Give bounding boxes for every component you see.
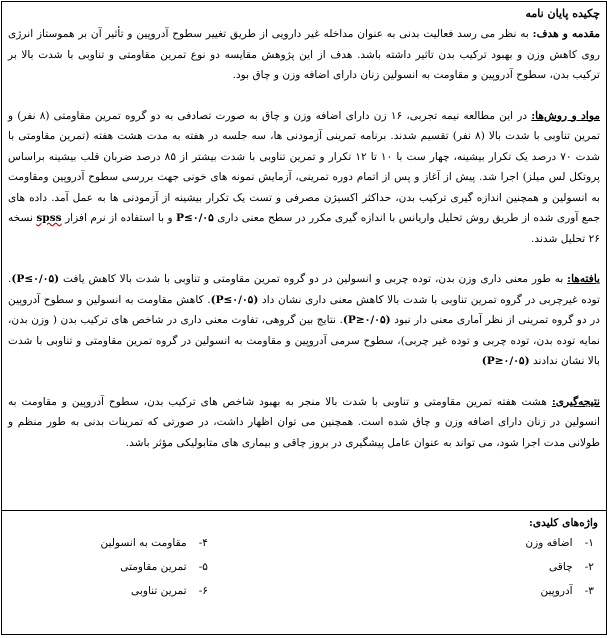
keywords-section (2, 511, 606, 635)
keyword-term: اضافه وزن (525, 537, 573, 549)
keyword-item (304, 557, 598, 579)
results-p4: (P≥۰/۰۵) (481, 355, 530, 367)
keywords-grid (10, 533, 598, 603)
methods-software: spss (36, 212, 62, 224)
keyword-term: تمرین مقاومتی (120, 561, 187, 573)
methods-text-c: نسخه ۲۶ تحلیل شدند. (8, 212, 600, 245)
results-p3: (P≥۰/۰۵) (342, 314, 391, 326)
keyword-term: مقاومت به انسولین (100, 537, 187, 549)
keyword-term: آدروپین (540, 585, 573, 597)
results-text-d: . نتایج بین گروهی، تفاوت معنی داری در شاخص های ترکیب بدن ( وزن بدن، نمایه توده بدن، توده چربی و توده غیر چربی)، سطوح سرمی آدروپین و مقاومت به انسولین در گروه تمرین مقاومتی و تناوبی با شدت بالا نشان ندادند (8, 314, 600, 367)
intro-label: مقدمه و هدف: (532, 28, 600, 40)
results-p2: (P≤۰/۰۵) (210, 293, 259, 306)
methods-section (8, 106, 600, 250)
intro-text: به نظر می رسد فعالیت بدنی به عنوان مداخله غیر دارویی از طریق تغییر سطوح آدروپین و تأثیر آن بر هموستاز انرژی روی کاهش وزن و بهبود ترکیب بدن تاثیر داشته باشد. هدف از این پژوهش مقایسه دو نوع تمرین مقاومتی و تناوبی با شدت بالا بر ترکیب بدن، سطوح آدروپین و مقاومت به انسولین زنان دارای اضافه وزن و چاق بود. (8, 28, 600, 81)
keyword-item (304, 581, 598, 603)
keyword-item (10, 533, 304, 555)
keyword-number: ۲- (584, 561, 594, 573)
keyword-item (304, 533, 598, 555)
methods-text-b: و با استفاده از نرم افزار (61, 212, 177, 224)
keyword-item (10, 581, 304, 603)
results-p1: (P≤۰/۰۵) (11, 273, 60, 285)
keyword-number: ۶- (198, 585, 208, 597)
keyword-number: ۴- (198, 537, 208, 549)
conclusion-text: هشت هفته تمرین مقاومتی و تناوبی با شدت بالا منجر به بهبود شاخص های ترکیب بدن، سطوح آدروپین و مقاومت به انسولین در زنان دارای اضافه وزن و چاق شده است. همچنین می توان اظهار داشت، در صورتی که تمرینات بدنی به طور منظم و طولانی مدت اجرا شود، می تواند به عنوان عامل پیشگیری در بروز چاقی و بیماری های متابولیکی مؤثر باشد. (8, 395, 600, 449)
conclusion-section (8, 392, 600, 454)
methods-p-value: P≤۰/۰۵ (176, 212, 214, 224)
results-section (8, 269, 600, 372)
results-text-b: . توده غیرچربی در گروه تمرین تناوبی با شدت بالا کاهش معنی داری نشان داد (8, 273, 600, 306)
keyword-number: ۵- (198, 561, 208, 573)
results-text-c: . کاهش مقاومت به انسولین و سطوح آدروپین در دو گروه تمرینی از نظر آماری معنی دار نبود (8, 293, 601, 326)
keyword-term: چاقی (548, 561, 573, 573)
conclusion-label: نتیجه‌گیری: (551, 395, 600, 408)
results-text-a: به طور معنی داری وزن بدن، توده چربی و انسولین در دو گروه تمرین مقاومتی و تناوبی با شدت بالا کاهش یافت (59, 273, 568, 285)
keyword-term: تمرین تناوبی (131, 585, 187, 597)
intro-section (8, 24, 600, 86)
abstract-body (2, 2, 606, 510)
methods-text-a: در این مطالعه نیمه تجربی، ۱۶ زن دارای اضافه وزن و چاق به صورت تصادفی به دو گروه تمرین مقاومتی (۸ نفر) و تمرین تناوبی با شدت بالا (۸ نفر) تقسیم شدند. برنامه تمرینی آزمودنی ها، سه جلسه در هفته به مدت هشت هفته (تمرین مقاومتی با شدت ۷۰ درصد یک تکرار بیشینه، چهار ست با ۱۰ تا ۱۲ تکرار و تمرین تناوبی با شدت بیشتر از ۸۵ درصد ضربان قلب بیشینه براساس پروتکل لس میلز) اجرا شد. پیش از آغاز و پس از اتمام دوره تمرینی، آزمایش نمونه های خونی جهت بررسی سطوح آدروپین ومقاومت به انسولین و همچنین اندازه گیری ترکیب بدن، حداکثر اکسیژن مصرفی و تست یک تکرار بیشینه از آزمودنی ها به عمل آمد. داده های جمع آوری شده از طریق روش تحلیل واریانس با اندازه گیری مکرر در سطح معنی داری (8, 109, 601, 224)
keyword-number: ۱- (584, 537, 594, 549)
abstract-title: چکیده پایان نامه (525, 7, 600, 20)
results-label: یافته‌ها: (567, 273, 600, 285)
abstract-page (1, 1, 607, 635)
keyword-item (10, 557, 304, 579)
methods-label: مواد و روش‌ها: (531, 109, 600, 122)
keywords-title: واژه‌های کلیدی: (528, 517, 598, 529)
keyword-number: ۳- (584, 585, 594, 597)
